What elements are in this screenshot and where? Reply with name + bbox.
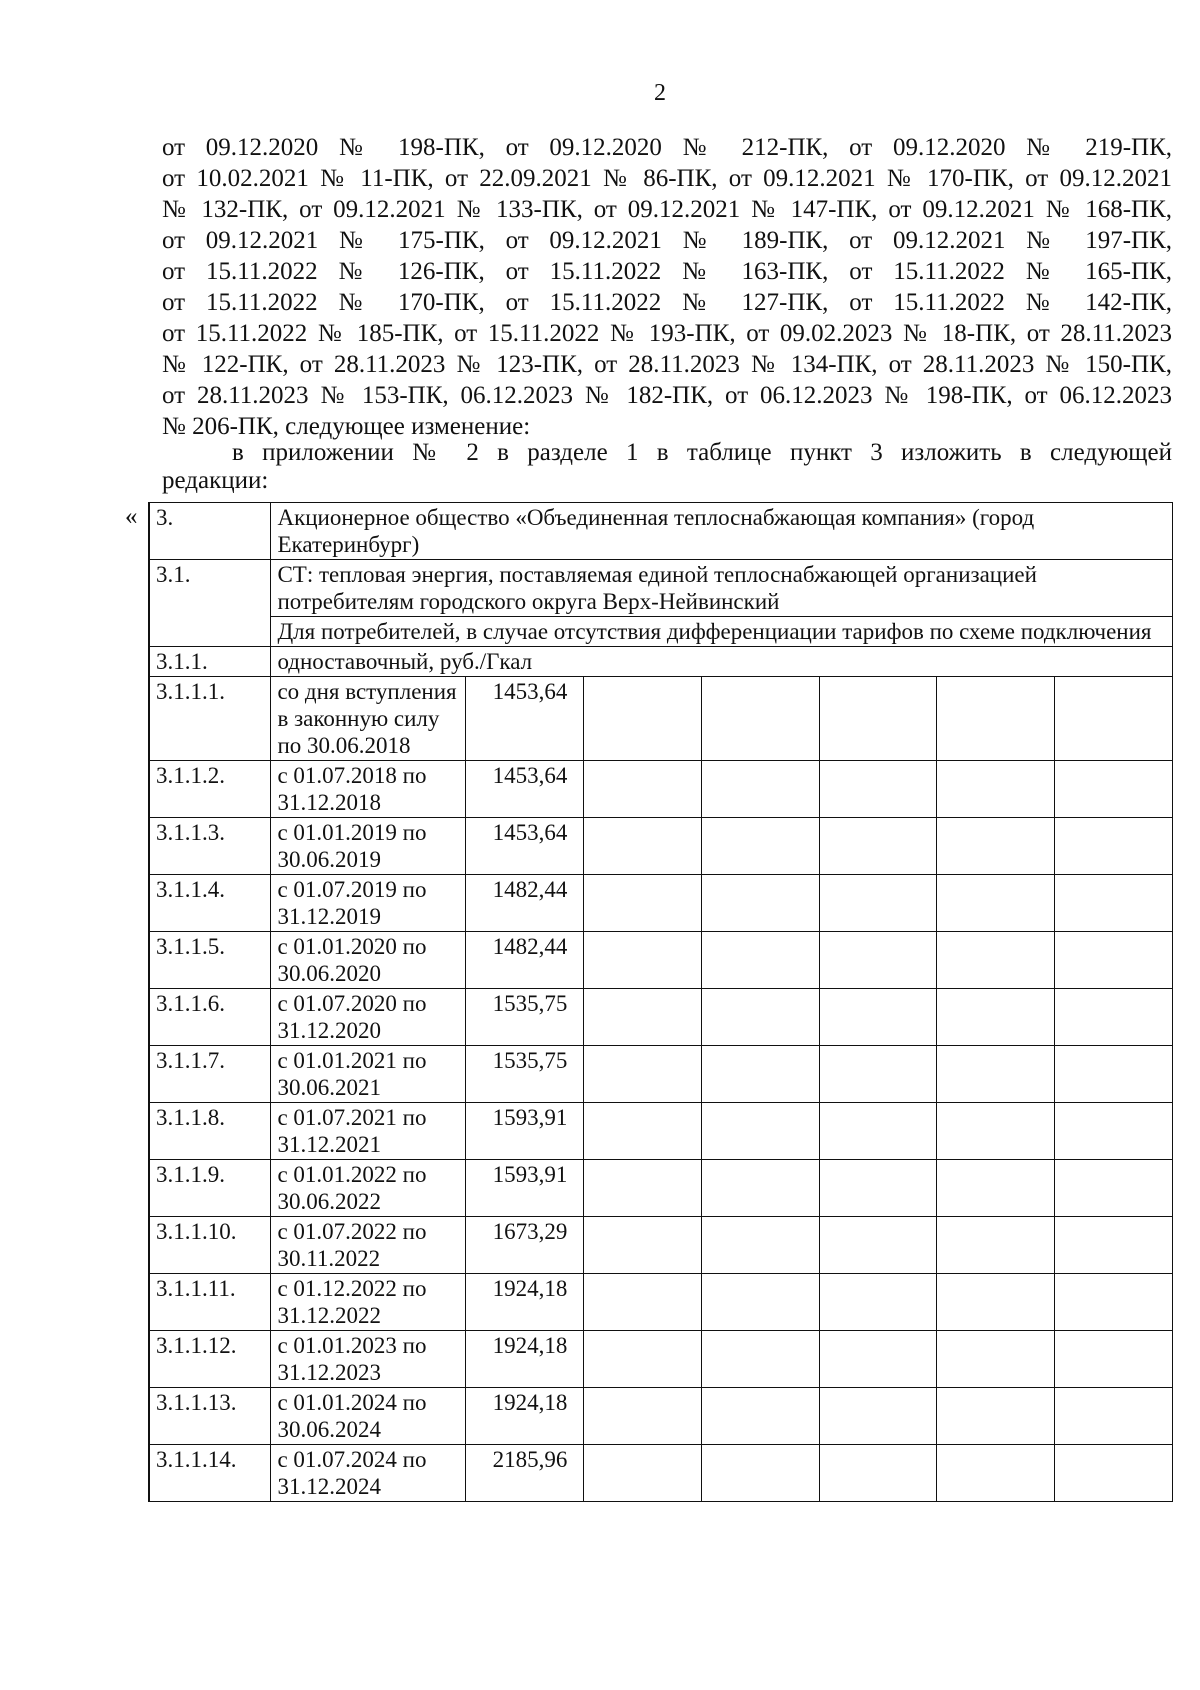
row-number: 3.1.1.4. xyxy=(149,875,271,932)
empty-cell xyxy=(937,1388,1055,1445)
period-cell: с 01.01.2020 по 30.06.2020 xyxy=(271,932,465,989)
empty-cell xyxy=(702,677,820,761)
row-number: 3.1.1.13. xyxy=(149,1388,271,1445)
table-row xyxy=(149,1046,1173,1103)
empty-cell xyxy=(937,818,1055,875)
row-number: 3.1.1.11. xyxy=(149,1274,271,1331)
empty-cell xyxy=(937,1445,1055,1502)
intro-line: № 132-ПК, от 09.12.2021 № 133-ПК, от 09.12.2021 № 147-ПК, от 09.12.2021 № 168-ПК, xyxy=(162,196,1172,223)
empty-cell xyxy=(702,1445,820,1502)
instruction-paragraph xyxy=(162,439,1172,495)
row-number: 3.1.1.9. xyxy=(149,1160,271,1217)
empty-cell xyxy=(937,1103,1055,1160)
row-number: 3.1.1.12. xyxy=(149,1331,271,1388)
empty-cell xyxy=(1055,1274,1173,1331)
empty-cell xyxy=(937,1046,1055,1103)
empty-cell xyxy=(584,875,702,932)
period-cell: со дня вступления в законную силу по 30.06.2018 xyxy=(271,677,465,761)
period-cell: с 01.07.2019 по 31.12.2019 xyxy=(271,875,465,932)
opening-quote-mark: « xyxy=(125,503,138,530)
table-row xyxy=(149,1160,1173,1217)
tariff-value-cell: 1924,18 xyxy=(465,1331,584,1388)
period-cell: с 01.07.2018 по 31.12.2018 xyxy=(271,761,465,818)
tariff-value-cell: 1535,75 xyxy=(465,989,584,1046)
tariff-value-cell: 1482,44 xyxy=(465,932,584,989)
row-number: 3.1.1.2. xyxy=(149,761,271,818)
empty-cell xyxy=(937,1217,1055,1274)
empty-cell xyxy=(702,989,820,1046)
empty-cell xyxy=(1055,761,1173,818)
empty-cell xyxy=(584,1388,702,1445)
empty-cell xyxy=(937,875,1055,932)
row-number: 3.1.1.7. xyxy=(149,1046,271,1103)
empty-cell xyxy=(584,1274,702,1331)
empty-cell xyxy=(584,1445,702,1502)
period-cell: с 01.12.2022 по 31.12.2022 xyxy=(271,1274,465,1331)
table-row xyxy=(149,1103,1173,1160)
row-number: 3.1.1.1. xyxy=(149,677,271,761)
empty-cell xyxy=(1055,1046,1173,1103)
empty-cell xyxy=(819,1388,937,1445)
empty-cell xyxy=(584,761,702,818)
intro-paragraph xyxy=(162,132,1172,442)
period-cell: с 01.01.2023 по 31.12.2023 xyxy=(271,1331,465,1388)
empty-cell xyxy=(584,989,702,1046)
instruction-line-2: редакции: xyxy=(162,467,269,494)
empty-cell xyxy=(937,1331,1055,1388)
row-number: 3.1.1.10. xyxy=(149,1217,271,1274)
empty-cell xyxy=(937,989,1055,1046)
empty-cell xyxy=(702,1331,820,1388)
empty-cell xyxy=(702,1388,820,1445)
table-row xyxy=(149,1388,1173,1445)
tariff-value-cell: 1535,75 xyxy=(465,1046,584,1103)
empty-cell xyxy=(702,1046,820,1103)
empty-cell xyxy=(819,677,937,761)
tariff-value-cell: 1593,91 xyxy=(465,1160,584,1217)
tariff-value-cell: 2185,96 xyxy=(465,1445,584,1502)
table-row xyxy=(149,1331,1173,1388)
empty-cell xyxy=(702,1160,820,1217)
empty-cell xyxy=(819,1103,937,1160)
empty-cell xyxy=(1055,1217,1173,1274)
page-number: 2 xyxy=(654,80,666,106)
empty-cell xyxy=(937,761,1055,818)
empty-cell xyxy=(584,1046,702,1103)
row-number: 3.1.1.6. xyxy=(149,989,271,1046)
empty-cell xyxy=(584,677,702,761)
empty-cell xyxy=(1055,875,1173,932)
intro-line: от 10.02.2021 № 11-ПК, от 22.09.2021 № 86-ПК, от 09.12.2021 № 170-ПК, от 09.12.2021 xyxy=(162,165,1172,192)
intro-line: от 09.12.2021 № 175-ПК, от 09.12.2021 № 189-ПК, от 09.12.2021 № 197-ПК, xyxy=(162,227,1172,254)
intro-line: от 09.12.2020 № 198-ПК, от 09.12.2020 № 212-ПК, от 09.12.2020 № 219-ПК, xyxy=(162,134,1172,161)
period-cell: с 01.07.2021 по 31.12.2021 xyxy=(271,1103,465,1160)
table-row-3-1-1 xyxy=(149,647,1173,677)
empty-cell xyxy=(1055,677,1173,761)
empty-cell xyxy=(819,1046,937,1103)
intro-line: от 15.11.2022 № 170-ПК, от 15.11.2022 № 127-ПК, от 15.11.2022 № 142-ПК, xyxy=(162,289,1172,316)
tariff-value-cell: 1593,91 xyxy=(465,1103,584,1160)
empty-cell xyxy=(1055,989,1173,1046)
empty-cell xyxy=(1055,1331,1173,1388)
empty-cell xyxy=(702,875,820,932)
period-cell: с 01.01.2021 по 30.06.2021 xyxy=(271,1046,465,1103)
table-row xyxy=(149,761,1173,818)
empty-cell xyxy=(819,932,937,989)
empty-cell xyxy=(819,1160,937,1217)
row-number: 3.1.1.3. xyxy=(149,818,271,875)
period-cell: с 01.07.2022 по 30.11.2022 xyxy=(271,1217,465,1274)
empty-cell xyxy=(1055,1388,1173,1445)
empty-cell xyxy=(584,818,702,875)
empty-cell xyxy=(937,1274,1055,1331)
empty-cell xyxy=(819,1331,937,1388)
empty-cell xyxy=(937,1160,1055,1217)
empty-cell xyxy=(819,818,937,875)
empty-cell xyxy=(584,1103,702,1160)
consumers-description: Для потребителей, в случае отсутствия дифференциации тарифов по схеме подключения xyxy=(271,617,1173,647)
empty-cell xyxy=(1055,1103,1173,1160)
tariff-type: одноставочный, руб./Гкал xyxy=(271,647,1173,677)
row-number: 3. xyxy=(149,503,271,560)
tariff-value-cell: 1924,18 xyxy=(465,1388,584,1445)
empty-cell xyxy=(1055,1160,1173,1217)
empty-cell xyxy=(1055,1445,1173,1502)
empty-cell xyxy=(584,1160,702,1217)
intro-line: от 28.11.2023 № 153-ПК, 06.12.2023 № 182-ПК, от 06.12.2023 № 198-ПК, от 06.12.2023 xyxy=(162,382,1172,409)
empty-cell xyxy=(819,1217,937,1274)
empty-cell xyxy=(937,932,1055,989)
empty-cell xyxy=(1055,818,1173,875)
tariff-value-cell: 1453,64 xyxy=(465,761,584,818)
tariff-table xyxy=(148,502,1173,1502)
empty-cell xyxy=(702,761,820,818)
intro-line: от 15.11.2022 № 185-ПК, от 15.11.2022 № 193-ПК, от 09.02.2023 № 18-ПК, от 28.11.2023 xyxy=(162,320,1172,347)
period-cell: с 01.07.2020 по 31.12.2020 xyxy=(271,989,465,1046)
period-cell: с 01.01.2022 по 30.06.2022 xyxy=(271,1160,465,1217)
table-row-3 xyxy=(149,503,1173,560)
empty-cell xyxy=(819,1274,937,1331)
empty-cell xyxy=(702,1217,820,1274)
empty-cell xyxy=(584,1331,702,1388)
tariff-value-cell: 1924,18 xyxy=(465,1274,584,1331)
table-row xyxy=(149,1274,1173,1331)
empty-cell xyxy=(819,1445,937,1502)
tariff-description: СТ: тепловая энергия, поставляемая единой теплоснабжающей организацией потребителям городского округа Верх-Нейвинский xyxy=(271,560,1173,617)
row-number: 3.1.1.14. xyxy=(149,1445,271,1502)
tariff-value-cell: 1453,64 xyxy=(465,818,584,875)
empty-cell xyxy=(1055,932,1173,989)
row-number: 3.1.1.5. xyxy=(149,932,271,989)
table-row xyxy=(149,932,1173,989)
empty-cell xyxy=(584,1217,702,1274)
empty-cell xyxy=(584,932,702,989)
period-cell: с 01.07.2024 по 31.12.2024 xyxy=(271,1445,465,1502)
row-number: 3.1.1. xyxy=(149,647,271,677)
empty-cell xyxy=(702,1103,820,1160)
period-cell: с 01.01.2024 по 30.06.2024 xyxy=(271,1388,465,1445)
tariff-value-cell: 1673,29 xyxy=(465,1217,584,1274)
table-row xyxy=(149,677,1173,761)
empty-cell xyxy=(702,932,820,989)
table-row xyxy=(149,1217,1173,1274)
table-row xyxy=(149,1445,1173,1502)
company-name: Акционерное общество «Объединенная теплоснабжающая компания» (город Екатеринбург) xyxy=(271,503,1173,560)
tariff-value-cell: 1482,44 xyxy=(465,875,584,932)
tariff-value-cell: 1453,64 xyxy=(465,677,584,761)
table-row-3-1 xyxy=(149,560,1173,617)
intro-line: № 206-ПК, следующее изменение: xyxy=(162,413,531,440)
row-number: 3.1.1.8. xyxy=(149,1103,271,1160)
empty-cell xyxy=(937,677,1055,761)
empty-cell xyxy=(819,761,937,818)
table-row xyxy=(149,989,1173,1046)
empty-cell xyxy=(819,875,937,932)
instruction-line-1: в приложении № 2 в разделе 1 в таблице пункт 3 изложить в следующей xyxy=(232,439,1172,466)
intro-line: № 122-ПК, от 28.11.2023 № 123-ПК, от 28.11.2023 № 134-ПК, от 28.11.2023 № 150-ПК, xyxy=(162,351,1172,378)
empty-cell xyxy=(819,989,937,1046)
empty-cell xyxy=(702,818,820,875)
table-row xyxy=(149,818,1173,875)
empty-cell xyxy=(702,1274,820,1331)
table-row xyxy=(149,875,1173,932)
intro-line: от 15.11.2022 № 126-ПК, от 15.11.2022 № 163-ПК, от 15.11.2022 № 165-ПК, xyxy=(162,258,1172,285)
table-row-consumers xyxy=(149,617,1173,647)
row-number: 3.1. xyxy=(149,560,271,647)
period-cell: с 01.01.2019 по 30.06.2019 xyxy=(271,818,465,875)
